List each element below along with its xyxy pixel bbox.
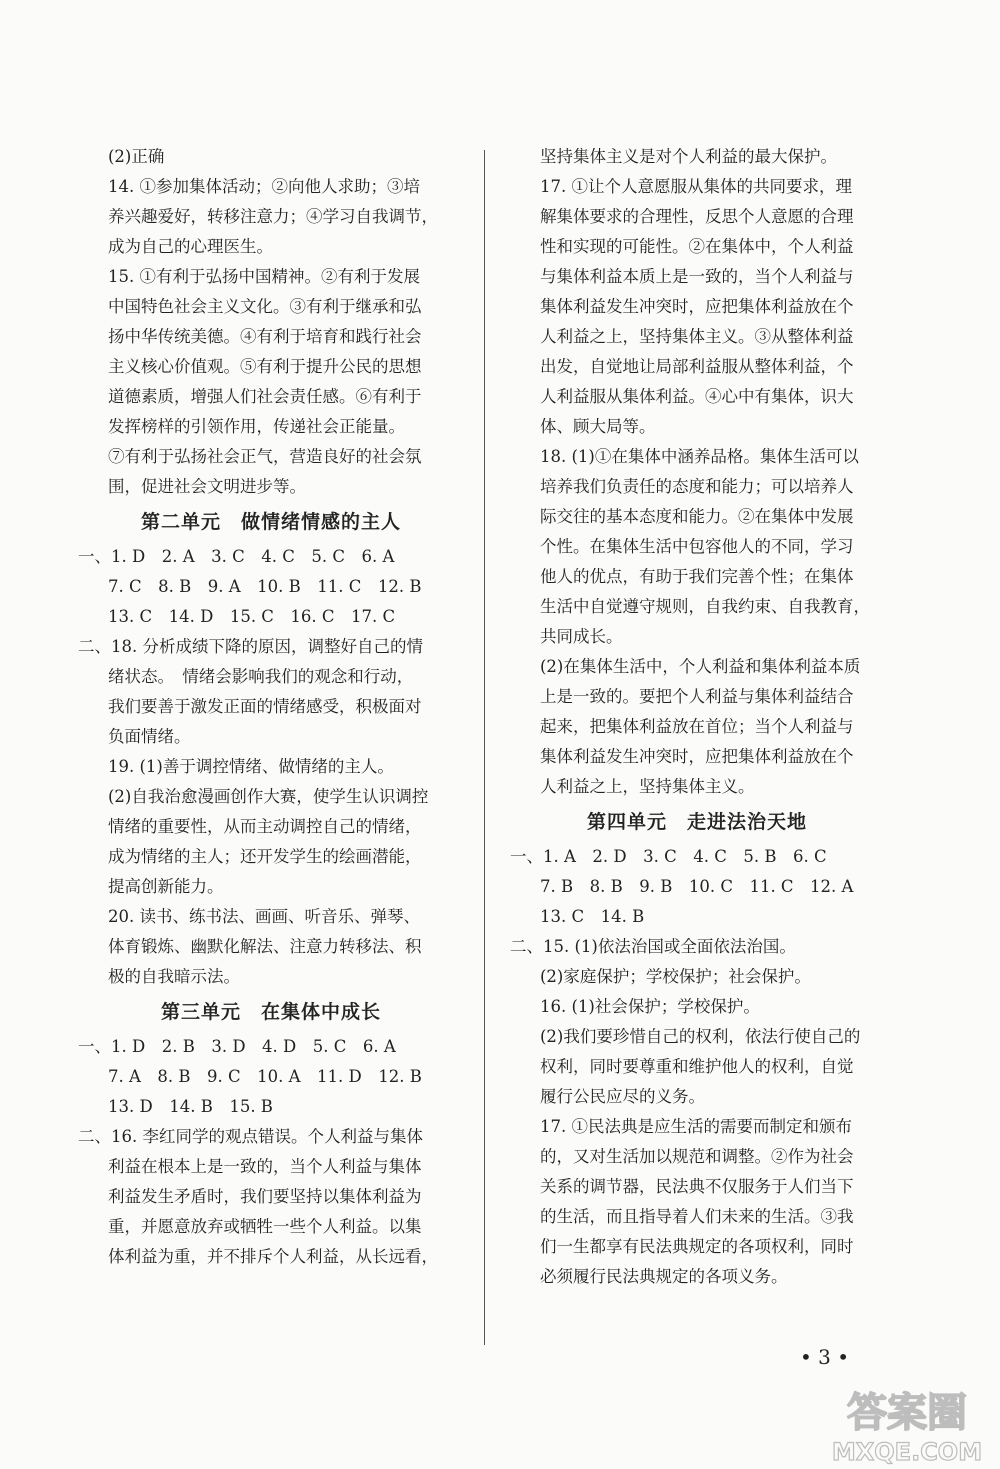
text-line: 重，并愿意放弃或牺牲一些个人利益。以集 <box>108 1217 422 1236</box>
text-line: 极的自我暗示法。 <box>108 967 240 986</box>
text-line: 一、1. A 2. D 3. C 4. C 5. B 6. C <box>510 847 827 866</box>
text-line: 必须履行民法典规定的各项义务。 <box>540 1267 788 1286</box>
text-line: 集体利益发生冲突时，应把集体利益放在个 <box>540 297 854 316</box>
text-line: 16. (1)社会保护；学校保护。 <box>540 997 760 1016</box>
left-column <box>78 142 464 1272</box>
text-line: 际交往的基本态度和能力。②在集体中发展 <box>540 507 854 526</box>
text-line: 关系的调节器，民法典不仅服务于人们当下 <box>540 1177 854 1196</box>
text-line: 人利益之上，坚持集体主义。 <box>540 777 755 796</box>
text-line: 性和实现的可能性。②在集体中，个人利益 <box>540 237 854 256</box>
section-heading: 第四单元 走进法治天地 <box>586 811 807 833</box>
text-line: 7. C 8. B 9. A 10. B 11. C 12. B <box>108 577 422 596</box>
text-line: 一、1. D 2. A 3. C 4. C 5. C 6. A <box>78 547 395 566</box>
watermark-text-bottom: MXQE.COM <box>831 1438 983 1466</box>
watermark-text-top: 答案圈 <box>847 1390 967 1436</box>
text-line: 解集体要求的合理性，反思个人意愿的合理 <box>540 207 854 226</box>
text-line: 权利，同时要尊重和维护他人的权利，自觉 <box>540 1057 854 1076</box>
text-line: 体育锻炼、幽默化解法、注意力转移法、积 <box>108 937 422 956</box>
text-line: 18. (1)①在集体中涵养品格。集体生活可以 <box>540 447 859 466</box>
page-number: • 3 • <box>800 1345 850 1369</box>
text-line: 15. ①有利于弘扬中国精神。②有利于发展 <box>108 267 420 286</box>
text-line: 提高创新能力。 <box>108 877 224 896</box>
text-line: 成为情绪的主人；还开发学生的绘画潜能， <box>108 847 422 866</box>
text-line: 利益发生矛盾时，我们要坚持以集体利益为 <box>108 1187 422 1206</box>
text-line: 他人的优点，有助于我们完善个性；在集体 <box>540 567 854 586</box>
text-line: (2)家庭保护；学校保护；社会保护。 <box>540 967 811 986</box>
text-line: 二、16. 李红同学的观点错误。个人利益与集体 <box>78 1127 423 1146</box>
text-line: 绪状态。 情绪会影响我们的观念和行动， <box>108 667 414 686</box>
text-line: 我们要善于激发正面的情绪感受，积极面对 <box>108 697 422 716</box>
text-line: 集体利益发生冲突时，应把集体利益放在个 <box>540 747 854 766</box>
text-line: 体利益为重，并不排斥个人利益，从长远看， <box>108 1247 438 1266</box>
text-line: 起来，把集体利益放在首位；当个人利益与 <box>540 717 854 736</box>
text-line: 7. B 8. B 9. B 10. C 11. C 12. A <box>540 877 854 896</box>
text-line: 出发，自觉地让局部利益服从整体利益，个 <box>540 357 854 376</box>
text-line: 二、15. (1)依法治国或全面依法治国。 <box>510 937 796 956</box>
text-line: 利益在根本上是一致的，当个人利益与集体 <box>108 1157 422 1176</box>
text-line: 生活中自觉遵守规则，自我约束、自我教育， <box>540 597 870 616</box>
text-line: 情绪的重要性，从而主动调控自己的情绪， <box>108 817 422 836</box>
text-line: 扬中华传统美德。④有利于培育和践行社会 <box>108 327 422 346</box>
section-heading: 第三单元 在集体中成长 <box>160 1001 381 1023</box>
text-line: 13. C 14. D 15. C 16. C 17. C <box>108 607 396 626</box>
text-line: 中国特色社会主义文化。③有利于继承和弘 <box>108 297 422 316</box>
text-line: 的，又对生活加以规范和调整。②作为社会 <box>540 1147 854 1166</box>
text-line: 与集体利益本质上是一致的，当个人利益与 <box>540 267 854 286</box>
text-line: 养兴趣爱好，转移注意力；④学习自我调节， <box>108 207 438 226</box>
text-line: 7. A 8. B 9. C 10. A 11. D 12. B <box>108 1067 422 1086</box>
text-line: 17. ①民法典是应生活的需要而制定和颁布 <box>540 1117 852 1136</box>
text-line: (2)在集体生活中，个人利益和集体利益本质 <box>540 657 861 676</box>
text-line: 人利益之上，坚持集体主义。③从整体利益 <box>540 327 854 346</box>
text-line: 围，促进社会文明进步等。 <box>108 477 306 496</box>
text-line: ⑦有利于弘扬社会正气，营造良好的社会氛 <box>108 447 422 466</box>
section-heading: 第二单元 做情绪情感的主人 <box>140 511 401 533</box>
text-line: 二、18. 分析成绩下降的原因，调整好自己的情 <box>78 637 423 656</box>
text-line: 道德素质，增强人们社会责任感。⑥有利于 <box>108 387 422 406</box>
text-line: 19. (1)善于调控情绪、做情绪的主人。 <box>108 757 394 776</box>
text-line: 成为自己的心理医生。 <box>108 237 273 256</box>
text-line: 体、顾大局等。 <box>540 417 656 436</box>
text-line: 17. ①让个人意愿服从集体的共同要求，理 <box>540 177 852 196</box>
text-line: (2)我们要珍惜自己的权利，依法行使自己的 <box>540 1027 861 1046</box>
text-line: 发挥榜样的引领作用，传递社会正能量。 <box>108 417 405 436</box>
text-line: 主义核心价值观。⑤有利于提升公民的思想 <box>108 357 422 376</box>
text-line: 负面情绪。 <box>108 727 191 746</box>
text-line: (2)自我治愈漫画创作大赛，使学生认识调控 <box>108 787 429 806</box>
text-line: 一、1. D 2. B 3. D 4. D 5. C 6. A <box>78 1037 396 1056</box>
text-line: 13. C 14. B <box>540 907 645 926</box>
text-line: 的生活，而且指导着人们未来的生活。③我 <box>540 1207 854 1226</box>
text-line: 上是一致的。要把个人利益与集体利益结合 <box>540 687 854 706</box>
text-line: 坚持集体主义是对个人利益的最大保护。 <box>540 147 837 166</box>
text-line: 个性。在集体生活中包容他人的不同，学习 <box>540 537 854 556</box>
text-line: 20. 读书、练书法、画画、听音乐、弹琴、 <box>108 907 420 926</box>
text-line: 14. ①参加集体活动；②向他人求助；③培 <box>108 177 420 196</box>
watermark-logo <box>822 1380 992 1468</box>
column-divider <box>484 150 485 1345</box>
text-line: 们一生都享有民法典规定的各项权利，同时 <box>540 1237 854 1256</box>
text-line: (2)正确 <box>108 147 165 166</box>
text-line: 履行公民应尽的义务。 <box>540 1087 705 1106</box>
text-line: 13. D 14. B 15. B <box>108 1097 273 1116</box>
text-line: 培养我们负责任的态度和能力；可以培养人 <box>540 477 854 496</box>
text-line: 人利益服从集体利益。④心中有集体，识大 <box>540 387 854 406</box>
text-line: 共同成长。 <box>540 627 623 646</box>
right-column <box>510 142 884 1292</box>
